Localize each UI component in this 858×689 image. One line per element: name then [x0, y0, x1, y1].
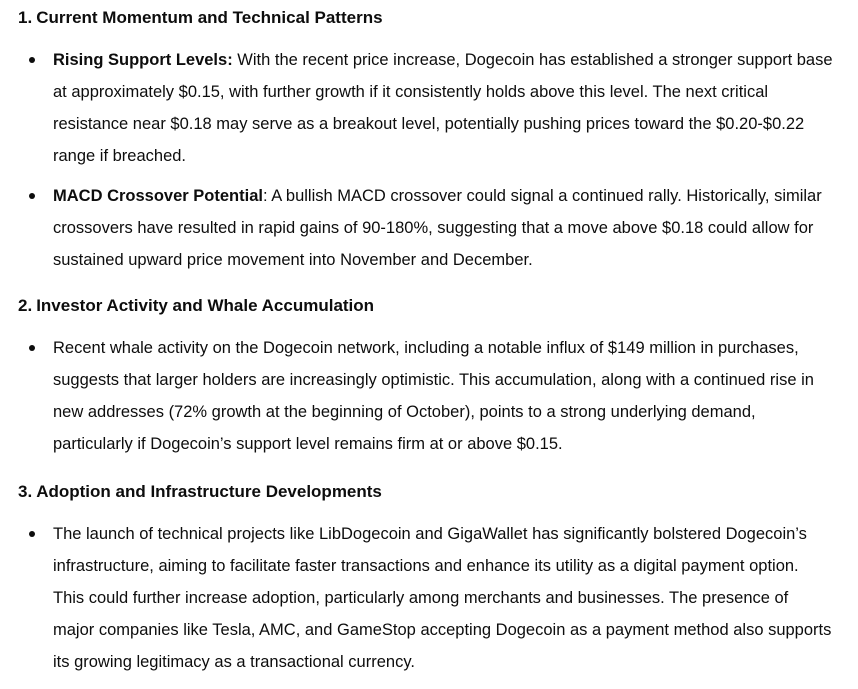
- section-title: Current Momentum and Technical Patterns: [36, 8, 383, 27]
- bullet-dot: [29, 531, 35, 537]
- item-lead: Rising Support Levels:: [53, 51, 233, 69]
- section-investor-activity: [0, 294, 858, 460]
- bullet-list: [0, 44, 858, 276]
- section-heading: [0, 294, 858, 318]
- section-heading: [0, 480, 858, 504]
- bullet-dot: [29, 193, 35, 199]
- section-title: Adoption and Infrastructure Developments: [36, 482, 382, 501]
- bullet-list: [0, 518, 858, 678]
- section-number: 3.: [18, 482, 33, 501]
- section-adoption: [0, 480, 858, 678]
- item-lead: MACD Crossover Potential: [53, 187, 263, 205]
- list-item: [0, 44, 858, 172]
- list-item: [0, 180, 858, 276]
- bullet-dot: [29, 57, 35, 63]
- bullet-list: [0, 332, 858, 460]
- section-current-momentum: [0, 6, 858, 276]
- section-title: Investor Activity and Whale Accumulation: [36, 296, 375, 315]
- list-item: [0, 518, 858, 678]
- section-heading: [0, 6, 858, 30]
- section-number: 1.: [18, 8, 33, 27]
- section-number: 2.: [18, 296, 33, 315]
- bullet-dot: [29, 345, 35, 351]
- list-item: [0, 332, 858, 460]
- item-text: : A bullish MACD crossover could signal a continued rally. Historically, similar crossovers have resulted in rapid gains of 90-180%, suggesting that a move above $0.18 could allow for sustained upward price movement into November and December.: [53, 187, 822, 269]
- item-text: With the recent price increase, Dogecoin has established a stronger support base at approximately $0.15, with further growth if it consistently holds above this level. The next critical resistance near $0.18 may serve as a breakout level, potentially pushing prices toward the $0.20-$0.22 range if breached.: [53, 51, 833, 165]
- item-text: The launch of technical projects like LibDogecoin and GigaWallet has significantly bolstered Dogecoin’s infrastructure, aiming to facilitate faster transactions and enhance its utility as a digital payment option. This could further increase adoption, particularly among merchants and businesses. The presence of major companies like Tesla, AMC, and GameStop accepting Dogecoin as a payment method also supports its growing legitimacy as a transactional currency.: [53, 525, 832, 671]
- item-text: Recent whale activity on the Dogecoin network, including a notable influx of $149 million in purchases, suggests that larger holders are increasingly optimistic. This accumulation, along with a continued rise in new addresses (72% growth at the beginning of October), points to a strong underlying demand, particularly if Dogecoin’s support level remains firm at or above $0.15.: [53, 339, 814, 453]
